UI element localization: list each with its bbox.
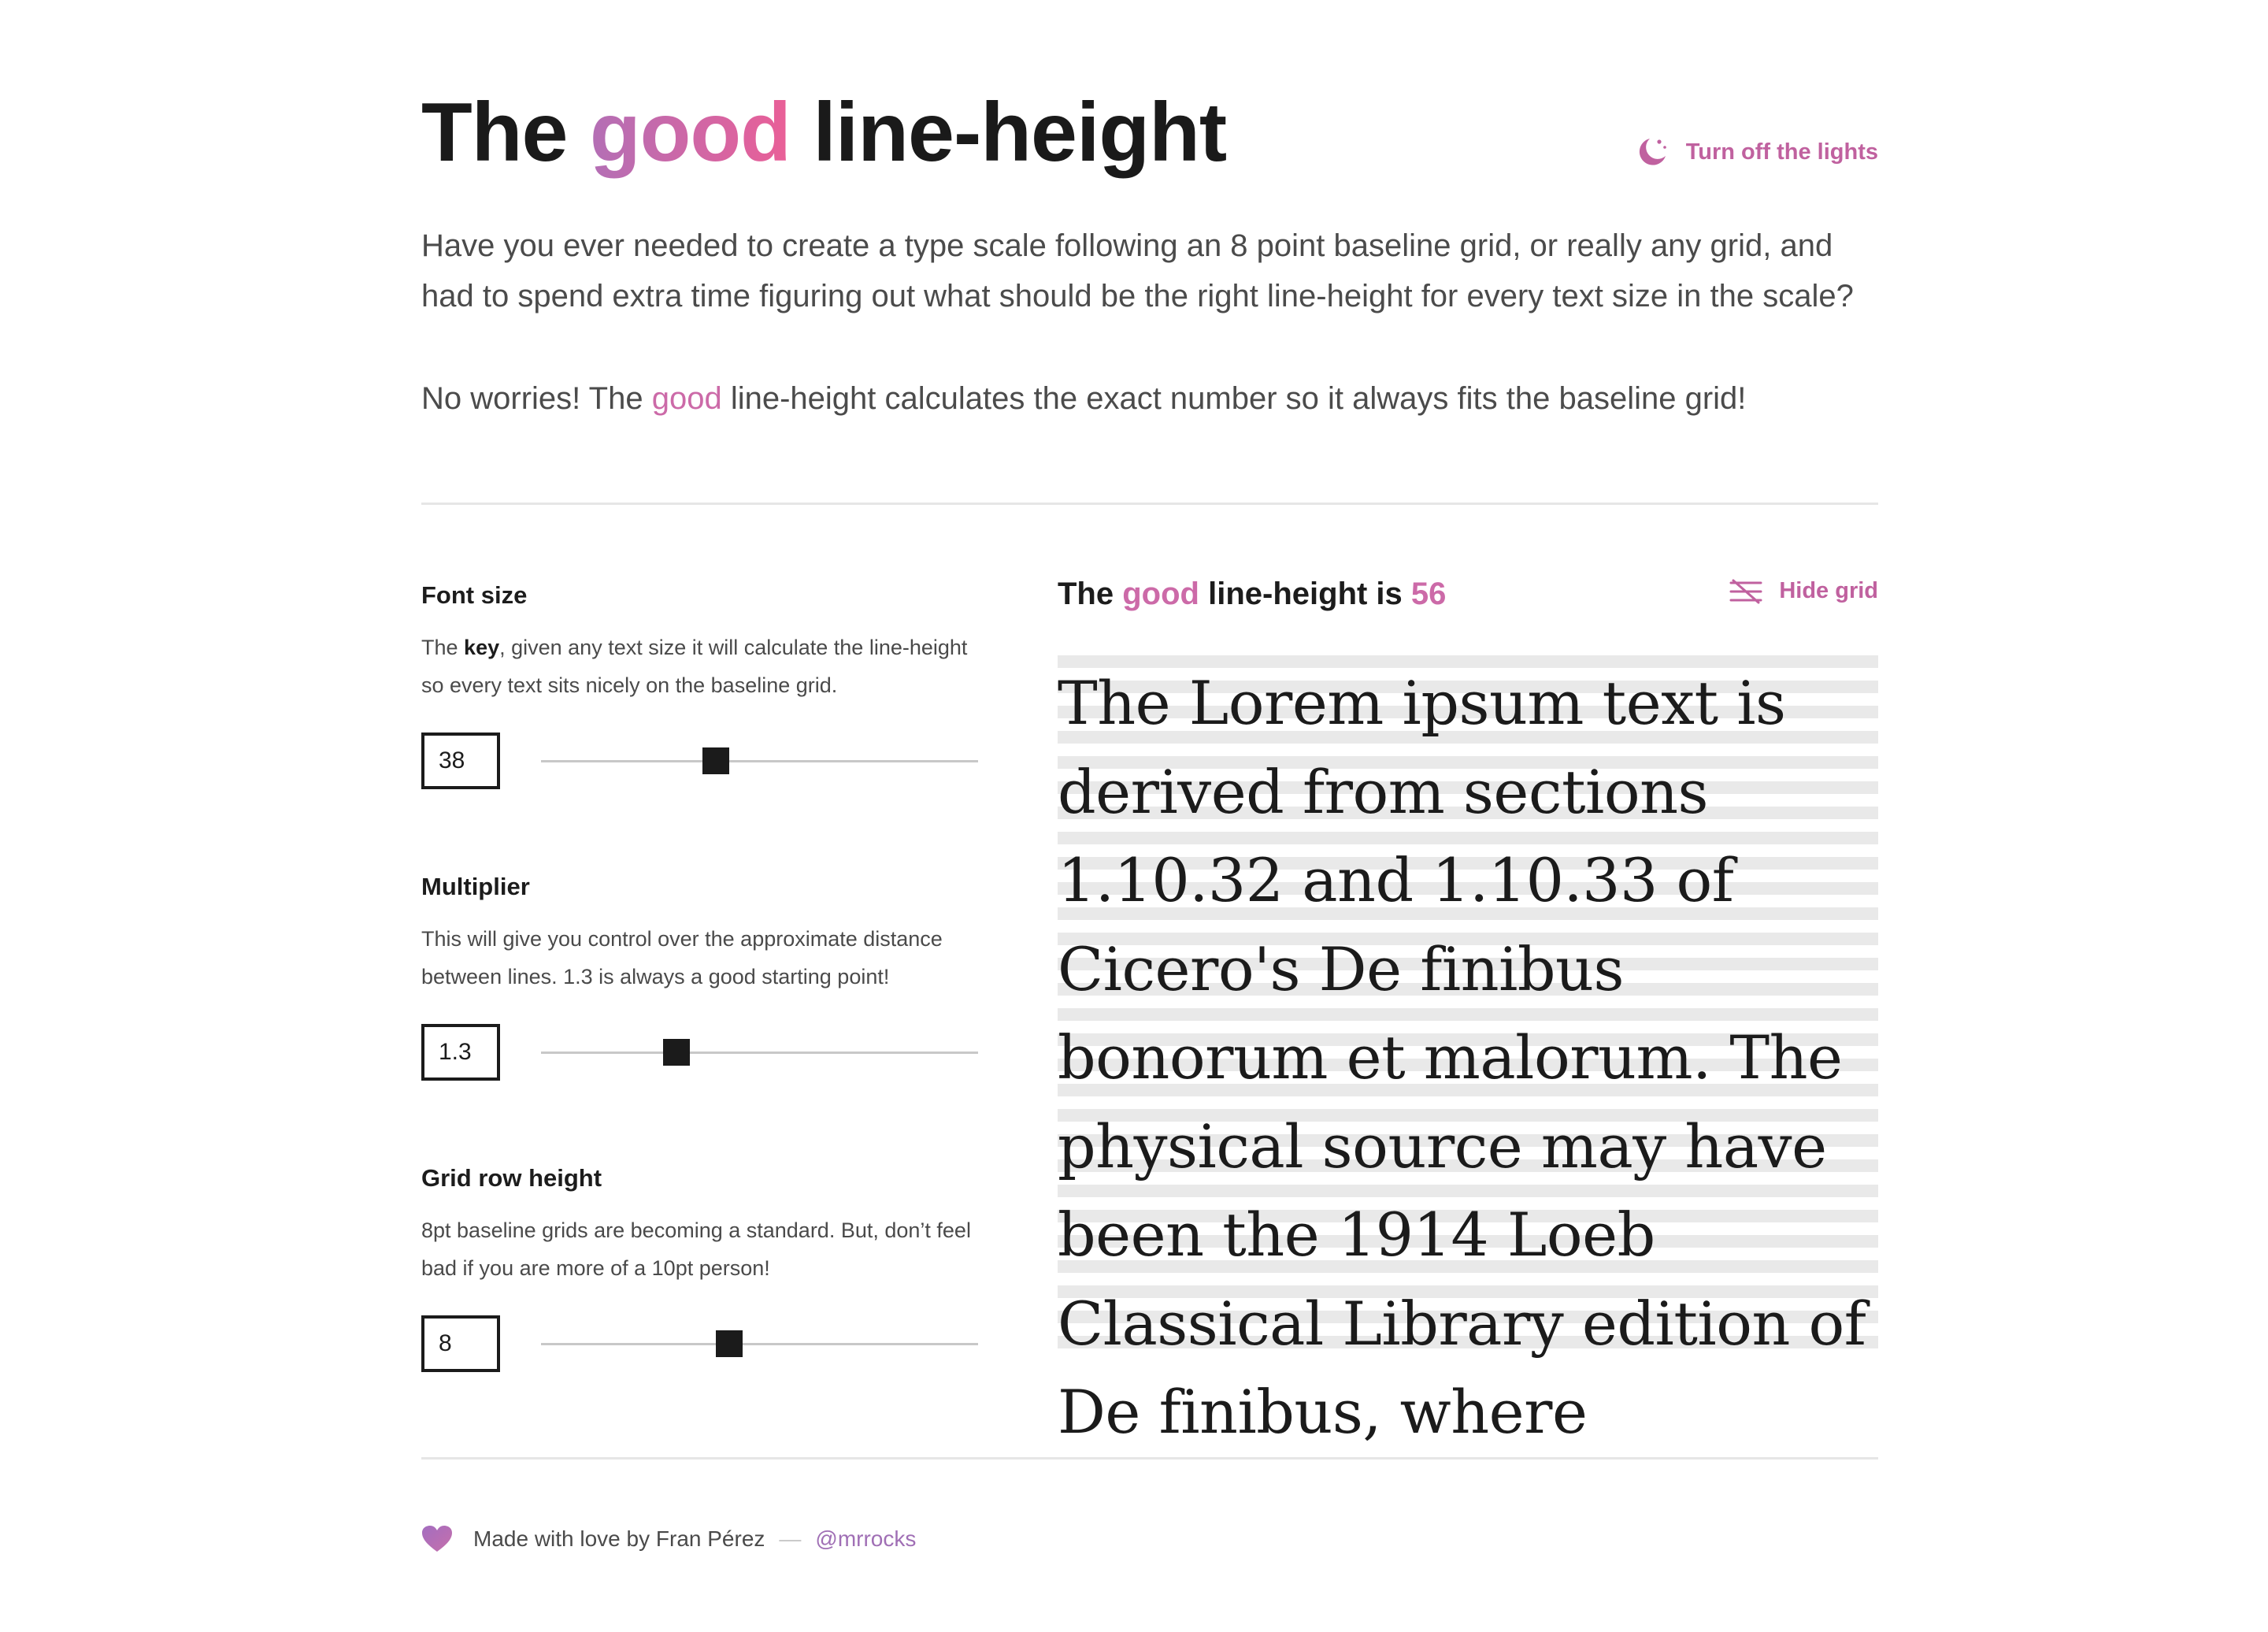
control-label: Grid row height (421, 1164, 602, 1192)
moon-icon (1636, 135, 1669, 169)
result-text (1058, 570, 1446, 618)
multiplier-slider[interactable] (541, 1052, 978, 1054)
result-accent: good (1122, 577, 1199, 611)
made-by-text: Made with love by Fran Pérez (473, 1526, 765, 1551)
multiplier-control (421, 866, 980, 1158)
font-size-input[interactable]: 38 (421, 733, 500, 789)
control-label: Font size (421, 581, 528, 609)
intro-p2-after: line-height calculates the exact number so it always fits the baseline grid! (730, 381, 1747, 416)
preview-header (1058, 570, 1878, 618)
controls-panel (421, 575, 980, 1449)
intro-p2-before: No worries! The (421, 381, 643, 416)
grid-row-height-input[interactable]: 8 (421, 1315, 500, 1372)
font-size-slider-thumb[interactable] (702, 747, 729, 774)
font-size-control (421, 575, 980, 866)
turn-off-lights-button[interactable] (1636, 135, 1878, 169)
title-accent: good (589, 86, 791, 179)
intro-paragraph-1: Have you ever needed to create a type scale following an 8 point baseline grid, or really any grid, and had to spend extra time figuring out what should be the right line-height for every text size in the scale? (421, 228, 1854, 313)
twitter-handle-link[interactable]: @mrrocks (815, 1526, 917, 1551)
hide-grid-button[interactable] (1729, 578, 1878, 604)
control-description (421, 629, 980, 704)
page (421, 0, 1878, 1632)
font-size-row (421, 733, 980, 789)
control-description: 8pt baseline grids are becoming a standard. But, don’t feel bad if you are more of a 10pt person! (421, 1218, 971, 1280)
grid-row-height-slider-thumb[interactable] (716, 1330, 743, 1357)
hide-grid-label: Hide grid (1779, 578, 1878, 603)
multiplier-slider-thumb[interactable] (663, 1039, 690, 1066)
font-size-slider[interactable] (541, 760, 978, 762)
intro-p2-accent: good (651, 381, 722, 416)
page-title (421, 85, 1226, 180)
title-before: The (421, 86, 568, 179)
hide-grid-icon (1729, 579, 1763, 604)
divider-top (421, 503, 1878, 505)
control-description: This will give you control over the approximate distance between lines. 1.3 is always a good starting point! (421, 927, 943, 988)
heart-icon (421, 1525, 453, 1553)
intro-paragraph-2 (421, 373, 1878, 424)
desc-after: , given any text size it will calculate the line-height so every text sits nicely on the baseline grid. (421, 636, 968, 697)
result-middle: line-height is (1208, 577, 1403, 611)
baseline-grid-preview (1058, 655, 1878, 1447)
title-after: line-height (813, 86, 1227, 179)
sample-text: The Lorem ipsum text is derived from sections 1.10.32 and 1.10.33 of Cicero's De finibus bonorum et malorum. The physical source may have been the 1914 Loeb Classical Library edition of De finibus, where (1058, 668, 1866, 1447)
desc-before: The (421, 636, 458, 659)
divider-bottom (421, 1457, 1878, 1460)
multiplier-input[interactable]: 1.3 (421, 1024, 500, 1081)
grid-row-height-row (421, 1315, 980, 1372)
footer (421, 1525, 916, 1553)
footer-separator: — (779, 1526, 802, 1551)
line-height-value: 56 (1410, 577, 1447, 611)
intro (421, 221, 1878, 424)
control-label: Multiplier (421, 873, 530, 900)
desc-bold: key (464, 636, 500, 659)
lights-label: Turn off the lights (1685, 139, 1878, 165)
grid-row-height-control (421, 1158, 980, 1449)
multiplier-row (421, 1024, 980, 1081)
grid-row-height-slider[interactable] (541, 1343, 978, 1345)
result-before: The (1058, 577, 1114, 611)
